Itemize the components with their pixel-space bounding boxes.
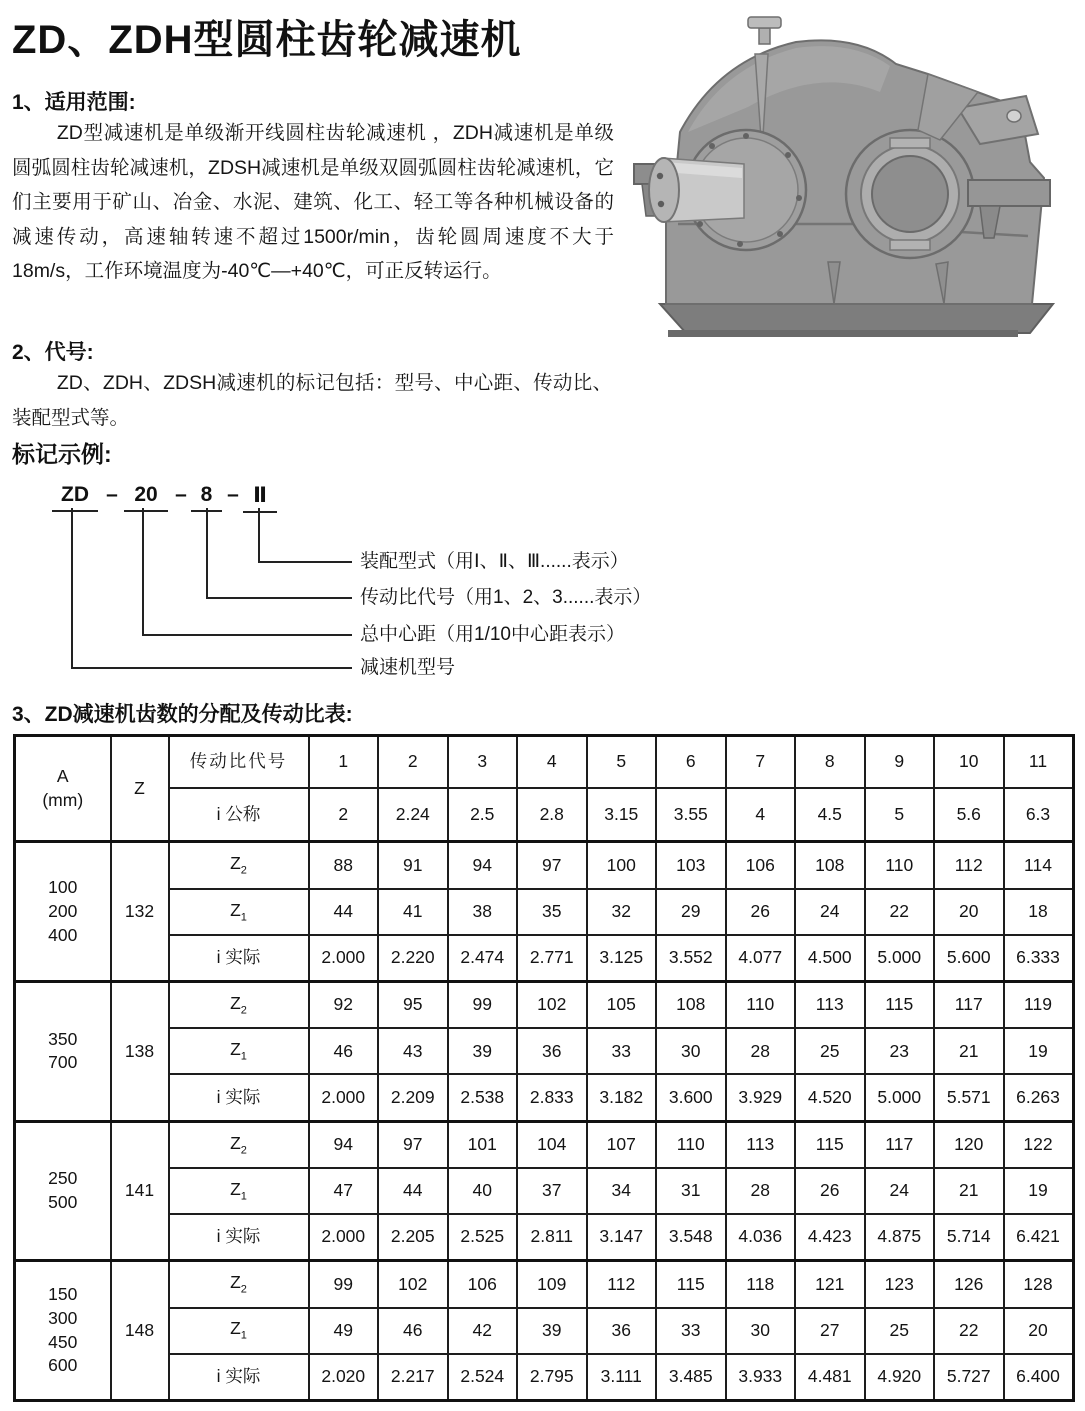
ratio-code-value: 5 [587,736,657,789]
z2-value: 126 [934,1261,1004,1308]
z1-value: 22 [865,889,935,935]
col-header-a: A (mm) [15,736,111,842]
z1-value: 20 [1004,1308,1074,1354]
z2-value: 106 [726,842,796,889]
row-label-i-actual: i 实际 [169,1074,309,1121]
z2-value: 94 [448,842,518,889]
section3-heading: 3、ZD减速机齿数的分配及传动比表: [12,703,353,726]
z2-value: 88 [309,842,379,889]
group-z-value: 141 [111,1121,169,1261]
i-actual-value: 4.423 [795,1214,865,1261]
row-label-i-actual: i 实际 [169,935,309,982]
z2-value: 121 [795,1261,865,1308]
marking-assembly-token: Ⅱ [243,483,277,513]
z1-value: 49 [309,1308,379,1354]
marking-dash: – [106,483,118,506]
z2-value: 101 [448,1121,518,1168]
marking-center-token: 20 [124,483,168,512]
ratio-code-value: 7 [726,736,796,789]
group-a-values: 150 300 450 600 [15,1261,111,1401]
i-actual-value: 3.600 [656,1074,726,1121]
i-nominal-value: 2 [309,788,379,842]
z2-value: 106 [448,1261,518,1308]
z2-value: 118 [726,1261,796,1308]
z2-value: 128 [1004,1261,1074,1308]
i-actual-value: 4.500 [795,935,865,982]
z2-value: 114 [1004,842,1074,889]
z1-value: 37 [517,1168,587,1214]
i-nominal-value: 2.5 [448,788,518,842]
i-actual-value: 5.571 [934,1074,1004,1121]
i-actual-value: 4.481 [795,1354,865,1401]
z2-value: 110 [726,982,796,1029]
ratio-code-value: 4 [517,736,587,789]
z1-value: 39 [517,1308,587,1354]
i-actual-value: 3.111 [587,1354,657,1401]
z2-value: 95 [378,982,448,1029]
i-actual-value: 4.036 [726,1214,796,1261]
z2-value: 105 [587,982,657,1029]
scope-paragraph: ZD型减速机是单级渐开线圆柱齿轮减速机 ，ZDH减速机是单级圆弧圆柱齿轮减速机，ZDSH减速机是单级双圆弧圆柱齿轮减速机，它们主要用于矿山、冶金、水泥、建筑、化工、轻工等各种机械设备的减速传动，高速轴转速不超过1500r/min，齿轮圆周速度不大于18m/s，工作环境温度为-40℃—+40℃，可正反转运行。 [12,122,614,282]
i-actual-value: 3.929 [726,1074,796,1121]
code-paragraph: ZD、ZDH、ZDSH减速机的标记包括：型号、中心距、传动比、装配型式等。 [12,372,612,429]
z2-value: 91 [378,842,448,889]
z1-value: 47 [309,1168,379,1214]
i-actual-value: 2.833 [517,1074,587,1121]
z2-value: 94 [309,1121,379,1168]
z2-value: 115 [865,982,935,1029]
z2-value: 112 [587,1261,657,1308]
i-actual-value: 3.548 [656,1214,726,1261]
i-actual-value: 2.000 [309,1214,379,1261]
i-actual-value: 2.220 [378,935,448,982]
z1-value: 38 [448,889,518,935]
z1-value: 46 [309,1028,379,1074]
z1-value: 41 [378,889,448,935]
z2-value: 119 [1004,982,1074,1029]
z1-value: 18 [1004,889,1074,935]
z1-value: 25 [795,1028,865,1074]
group-a-values: 350 700 [15,982,111,1122]
i-nominal-value: 6.3 [1004,788,1074,842]
reducer-base [660,304,1053,333]
col-header-z: Z [111,736,169,842]
marking-dash: – [175,483,187,506]
z1-value: 32 [587,889,657,935]
marking-model-token: ZD [52,483,98,512]
z2-value: 123 [865,1261,935,1308]
i-nominal-value: 4.5 [795,788,865,842]
z2-value: 99 [448,982,518,1029]
i-nominal-value: 2.24 [378,788,448,842]
z1-value: 29 [656,889,726,935]
z1-value: 35 [517,889,587,935]
z1-value: 23 [865,1028,935,1074]
z1-value: 19 [1004,1168,1074,1214]
row-label-z2: $Z_2$ [169,982,309,1029]
i-actual-value: 2.000 [309,935,379,982]
z1-value: 28 [726,1028,796,1074]
z2-value: 112 [934,842,1004,889]
ratio-table [13,734,1075,1402]
i-nominal-value: 3.15 [587,788,657,842]
row-label-i-actual: i 实际 [169,1354,309,1401]
marking-example-heading: 标记示例: [12,441,112,467]
z2-value: 117 [934,982,1004,1029]
i-nominal-value: 2.8 [517,788,587,842]
i-actual-value: 5.000 [865,1074,935,1121]
marking-label-ratio: 传动比代号（用1、2、3......表示） [360,587,652,608]
z2-value: 99 [309,1261,379,1308]
i-actual-value: 5.000 [865,935,935,982]
z2-value: 120 [934,1121,1004,1168]
z2-value: 104 [517,1121,587,1168]
z1-value: 30 [726,1308,796,1354]
ratio-code-value: 3 [448,736,518,789]
i-actual-value: 2.209 [378,1074,448,1121]
i-actual-value: 6.333 [1004,935,1074,982]
i-actual-value: 2.795 [517,1354,587,1401]
z2-value: 117 [865,1121,935,1168]
group-z-value: 132 [111,842,169,982]
z2-value: 110 [865,842,935,889]
group-z-value: 148 [111,1261,169,1401]
z2-value: 113 [795,982,865,1029]
i-actual-value: 5.727 [934,1354,1004,1401]
z2-value: 122 [1004,1121,1074,1168]
ratio-code-value: 8 [795,736,865,789]
z1-value: 28 [726,1168,796,1214]
i-actual-value: 3.182 [587,1074,657,1121]
z1-value: 21 [934,1028,1004,1074]
i-nominal-value: 5 [865,788,935,842]
z2-value: 115 [656,1261,726,1308]
row-label-z2: $Z_2$ [169,1121,309,1168]
shaft-end-cap [649,158,679,222]
z1-value: 44 [378,1168,448,1214]
z2-value: 108 [656,982,726,1029]
z1-value: 33 [587,1028,657,1074]
i-actual-value: 3.147 [587,1214,657,1261]
z2-value: 102 [517,982,587,1029]
i-actual-value: 2.524 [448,1354,518,1401]
i-actual-value: 2.771 [517,935,587,982]
i-actual-value: 5.714 [934,1214,1004,1261]
group-z-value: 138 [111,982,169,1122]
z1-value: 42 [448,1308,518,1354]
z1-value: 21 [934,1168,1004,1214]
z1-value: 33 [656,1308,726,1354]
z1-value: 19 [1004,1028,1074,1074]
ratio-code-value: 1 [309,736,379,789]
i-actual-value: 5.600 [934,935,1004,982]
i-actual-value: 4.920 [865,1354,935,1401]
z1-value: 40 [448,1168,518,1214]
group-a-values: 250 500 [15,1121,111,1261]
z1-value: 30 [656,1028,726,1074]
i-actual-value: 2.217 [378,1354,448,1401]
i-nominal-value: 3.55 [656,788,726,842]
marking-label-center: 总中心距（用1/10中心距表示） [360,624,625,645]
z2-value: 100 [587,842,657,889]
z1-value: 26 [726,889,796,935]
section2-heading: 2、代号: [12,341,94,364]
i-actual-value: 2.538 [448,1074,518,1121]
row-label-z1: $Z_1$ [169,1168,309,1214]
z1-value: 24 [795,889,865,935]
row-label-z1: $Z_1$ [169,1308,309,1354]
z1-value: 20 [934,889,1004,935]
row-label-z1: $Z_1$ [169,1028,309,1074]
z1-value: 46 [378,1308,448,1354]
z1-value: 36 [587,1308,657,1354]
z2-value: 92 [309,982,379,1029]
ratio-code-value: 6 [656,736,726,789]
i-actual-value: 4.077 [726,935,796,982]
z1-value: 26 [795,1168,865,1214]
i-actual-value: 4.875 [865,1214,935,1261]
z1-value: 39 [448,1028,518,1074]
i-actual-value: 2.000 [309,1074,379,1121]
marking-ratio-token: 8 [191,483,222,512]
i-actual-value: 2.205 [378,1214,448,1261]
row-label-ratio-code: 传动比代号 [169,736,309,789]
z2-value: 97 [517,842,587,889]
right-flange [968,180,1050,206]
i-actual-value: 3.933 [726,1354,796,1401]
breather-cap [748,17,781,28]
z2-value: 115 [795,1121,865,1168]
row-label-z1: $Z_1$ [169,889,309,935]
ratio-code-value: 10 [934,736,1004,789]
i-actual-value: 3.125 [587,935,657,982]
z2-value: 103 [656,842,726,889]
marking-label-model: 减速机型号 [360,657,456,678]
i-actual-value: 4.520 [795,1074,865,1121]
row-label-z2: $Z_2$ [169,1261,309,1308]
row-label-z2: $Z_2$ [169,842,309,889]
z1-value: 22 [934,1308,1004,1354]
ratio-code-value: 9 [865,736,935,789]
i-actual-value: 2.811 [517,1214,587,1261]
z2-value: 109 [517,1261,587,1308]
i-actual-value: 2.020 [309,1354,379,1401]
z1-value: 43 [378,1028,448,1074]
z1-value: 25 [865,1308,935,1354]
z2-value: 107 [587,1121,657,1168]
gear-reducer-photo [628,12,1085,347]
z2-value: 102 [378,1261,448,1308]
i-nominal-value: 4 [726,788,796,842]
z2-value: 97 [378,1121,448,1168]
z1-value: 34 [587,1168,657,1214]
z1-value: 27 [795,1308,865,1354]
breather-stem [759,28,770,44]
i-actual-value: 6.400 [1004,1354,1074,1401]
group-a-values: 100 200 400 [15,842,111,982]
row-label-i-actual: i 实际 [169,1214,309,1261]
section1-heading: 1、适用范围: [12,91,136,114]
marking-label-assembly: 装配型式（用Ⅰ、Ⅱ、Ⅲ......表示） [360,551,629,572]
z1-value: 24 [865,1168,935,1214]
page-title: ZD、ZDH型圆柱齿轮减速机 [12,18,522,62]
row-label-i-nominal: i 公称 [169,788,309,842]
i-actual-value: 3.485 [656,1354,726,1401]
z2-value: 110 [656,1121,726,1168]
i-actual-value: 3.552 [656,935,726,982]
z2-value: 108 [795,842,865,889]
i-actual-value: 2.474 [448,935,518,982]
marking-dash: – [227,483,239,506]
i-actual-value: 2.525 [448,1214,518,1261]
i-actual-value: 6.421 [1004,1214,1074,1261]
i-nominal-value: 5.6 [934,788,1004,842]
ratio-code-value: 2 [378,736,448,789]
z1-value: 36 [517,1028,587,1074]
z2-value: 113 [726,1121,796,1168]
ratio-code-value: 11 [1004,736,1074,789]
z1-value: 44 [309,889,379,935]
i-actual-value: 6.263 [1004,1074,1074,1121]
z1-value: 31 [656,1168,726,1214]
